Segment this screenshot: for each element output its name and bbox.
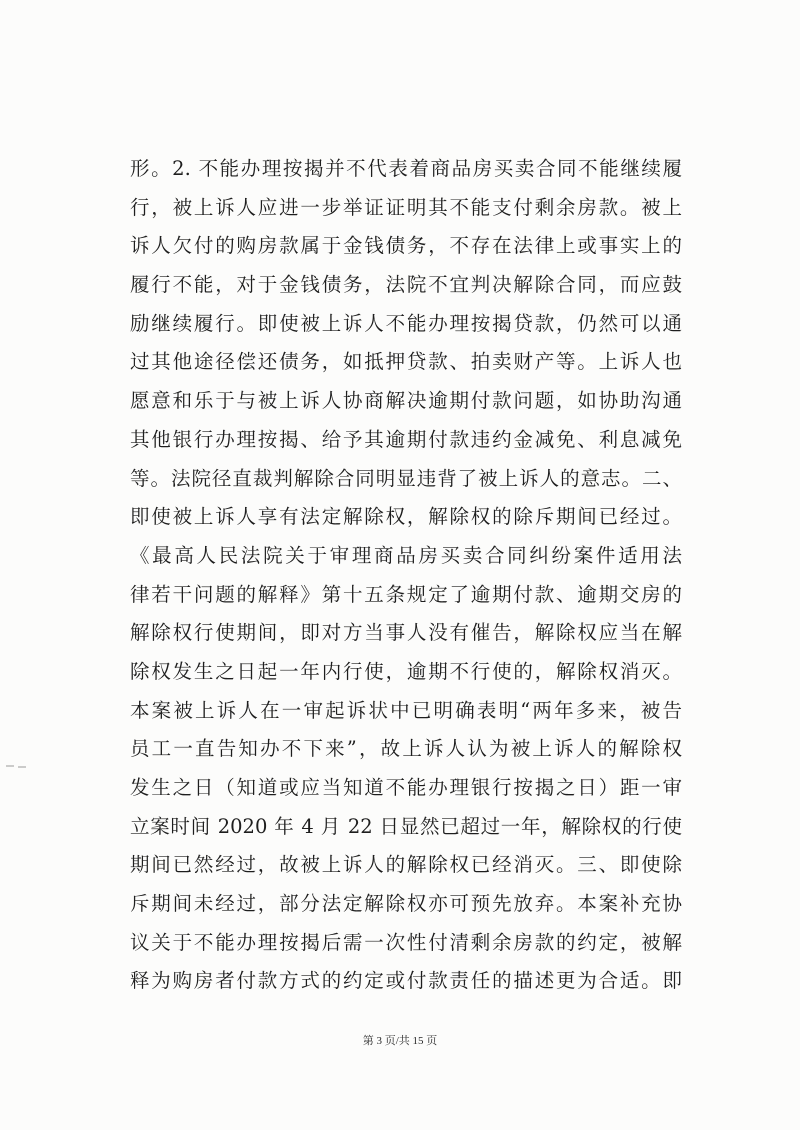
text-line: 除权发生之日起一年内行使，逾期不行使的，解除权消灭。: [130, 659, 682, 683]
text-line: 解除权行使期间，即对方当事人没有催告，解除权应当在解: [130, 621, 682, 645]
text-line: 其他银行办理按揭、给予其逾期付款违约金减免、利息减免: [130, 427, 682, 451]
text-line: 律若干问题的解释》第十五条规定了逾期付款、逾期交房的: [130, 582, 682, 606]
text-line: 发生之日（知道或应当知道不能办理银行按揭之日）距一审: [130, 776, 682, 799]
text-line: 形。2. 不能办理按揭并不代表着商品房买卖合同不能继续履: [130, 157, 682, 180]
text-line: 愿意和乐于与被上诉人协商解决逾期付款问题，如协助沟通: [130, 389, 682, 413]
text-line: 立案时间 2020 年 4 月 22 日显然已超过一年，解除权的行使: [130, 814, 682, 838]
text-line: 过其他途径偿还债务，如抵押贷款、拍卖财产等。上诉人也: [130, 350, 682, 374]
text-line: 员工一直告知办不下来”，故上诉人认为被上诉人的解除权: [130, 737, 682, 761]
text-line: 《最高人民法院关于审理商品房买卖合同纠纷案件适用法: [130, 543, 682, 567]
text-line: 即使被上诉人享有法定解除权，解除权的除斥期间已经过。: [130, 505, 682, 529]
text-line: 释为购房者付款方式的约定或付款责任的描述更为合适。即: [130, 969, 682, 993]
text-line: 行，被上诉人应进一步举证证明其不能支付剩余房款。被上: [130, 195, 682, 219]
text-line: 诉人欠付的购房款属于金钱债务，不存在法律上或事实上的: [130, 234, 682, 258]
body-text: [130, 150, 682, 1001]
margin-scan-mark: [6, 765, 28, 768]
text-line: 本案被上诉人在一审起诉状中已明确表明“两年多来，被告: [130, 698, 682, 722]
text-line: 等。法院径直裁判解除合同明显违背了被上诉人的意志。二、: [130, 466, 682, 490]
page-number-footer: 第 3 页/共 15 页: [362, 1035, 438, 1047]
text-line: 励继续履行。即使被上诉人不能办理按揭贷款，仍然可以通: [130, 311, 682, 335]
text-line: 期间已然经过，故被上诉人的解除权已经消灭。三、即使除: [130, 853, 682, 877]
text-line: 议关于不能办理按揭后需一次性付清剩余房款的约定，被解: [130, 930, 682, 954]
text-line: 斥期间未经过，部分法定解除权亦可预先放弃。本案补充协: [130, 892, 682, 916]
text-line: 履行不能，对于金钱债务，法院不宜判决解除合同，而应鼓: [130, 273, 682, 297]
